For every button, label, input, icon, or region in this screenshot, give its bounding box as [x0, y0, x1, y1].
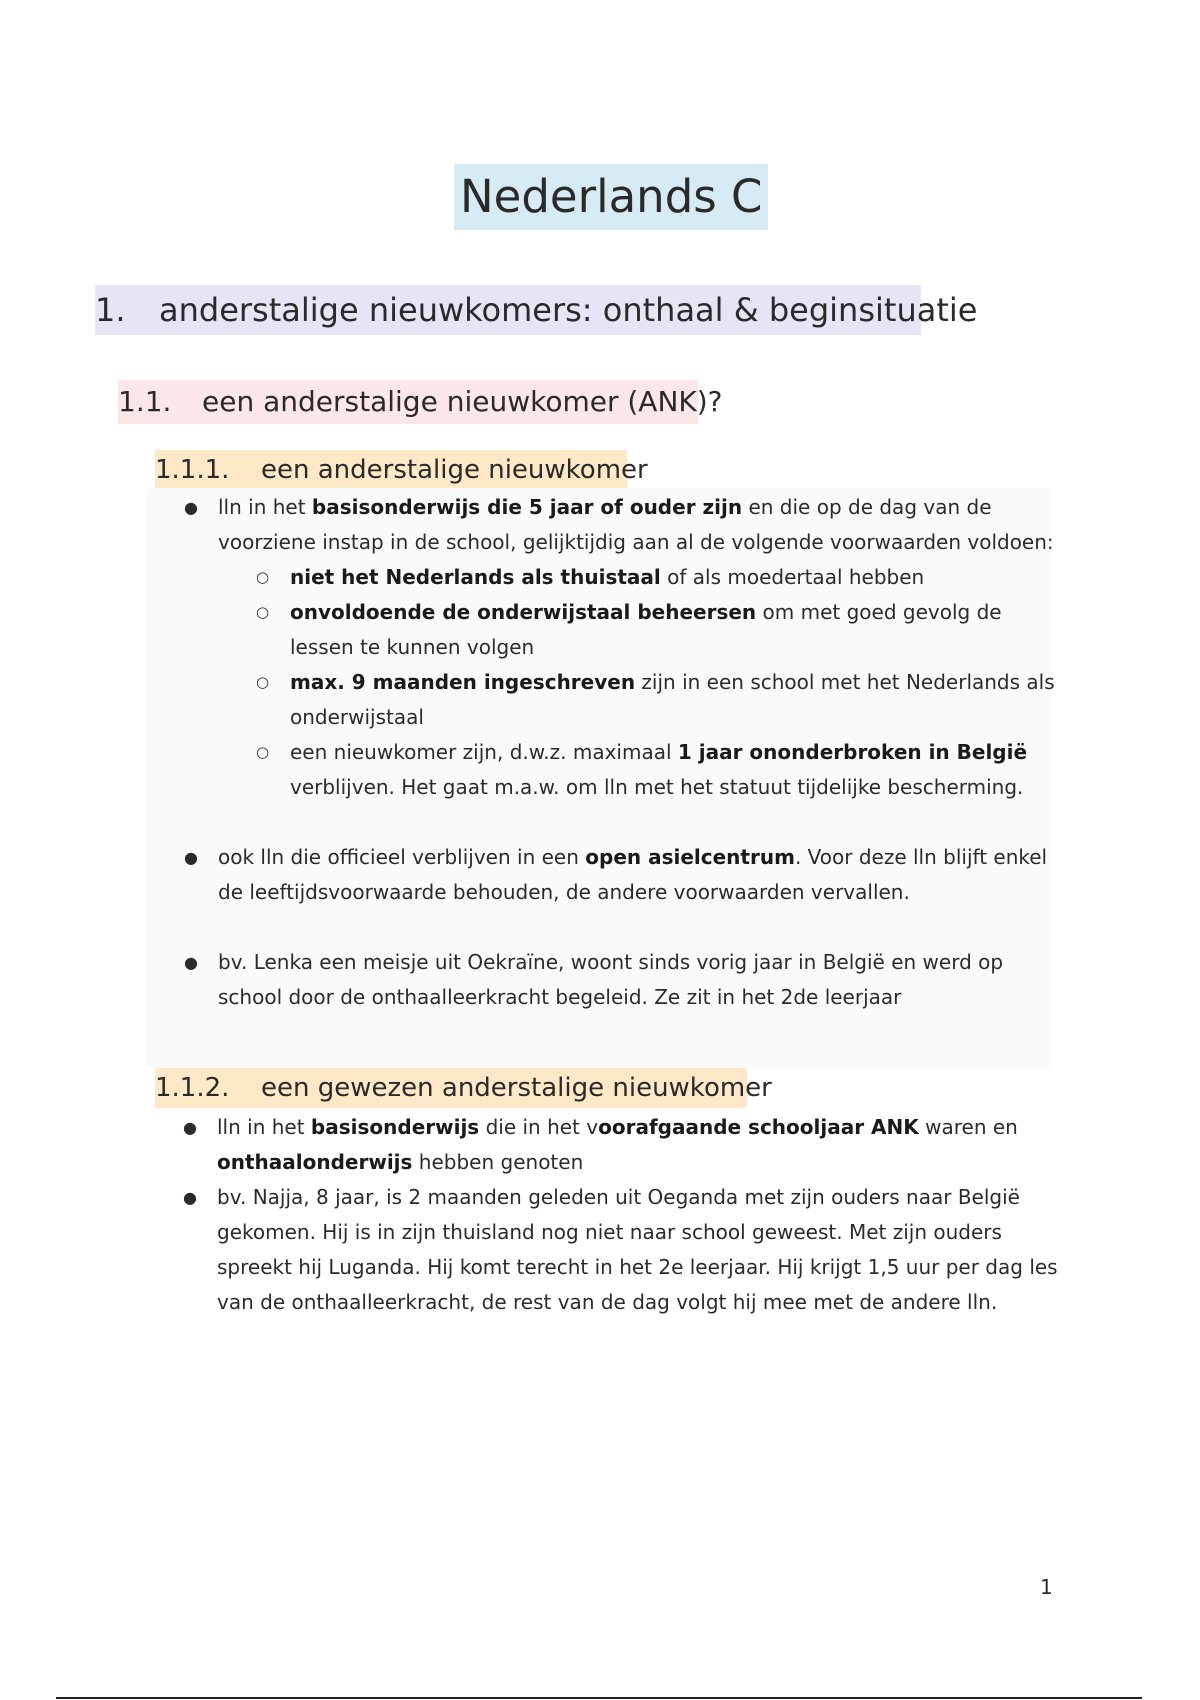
heading-1-1-1-text: een anderstalige nieuwkomer [261, 455, 648, 485]
bold-text: max. 9 maanden ingeschreven [290, 670, 636, 694]
text-run: die in het v [479, 1115, 599, 1139]
sub-list-item [256, 735, 1058, 805]
sub-bullet-icon: ○ [256, 568, 270, 586]
bold-text: onthaalonderwijs [217, 1150, 413, 1174]
section-1-1-1-list-2 [184, 840, 1058, 910]
list-item [183, 1110, 1062, 1180]
heading-1-1-2-number: 1.1.2. [155, 1073, 230, 1103]
heading-1-1-1 [155, 450, 648, 490]
text-run: bv. Lenka een meisje uit Oekraïne, woont sinds vorig jaar in België en werd op school door de onthaalleerkracht begeleid. Ze zit in het 2de leerjaar [218, 950, 1004, 1009]
section-1-1-1-list-3 [184, 945, 1058, 1015]
sub-list [218, 560, 1058, 805]
section-1-1-1-list [184, 490, 1058, 805]
bold-text: basisonderwijs die 5 jaar of ouder zijn [311, 495, 743, 519]
sub-bullet-icon: ○ [256, 603, 270, 621]
text-run: om met goed gevolg de lessen te kunnen volgen [290, 600, 1002, 659]
bullet-icon: ● [184, 953, 198, 972]
text-run: zijn in een school met het Nederlands als onderwijstaal [290, 670, 1055, 729]
bullet-icon: ● [183, 1188, 197, 1207]
text-run: een nieuwkomer zijn, d.w.z. maximaal [290, 740, 678, 764]
text-run: lln in het [217, 1115, 311, 1139]
heading-1-number: 1. [95, 291, 126, 329]
list-item [184, 945, 1058, 1015]
heading-1-1-2 [155, 1068, 772, 1108]
bullet-icon: ● [184, 498, 198, 517]
bold-text: 1 jaar ononderbroken in België [677, 740, 1028, 764]
bold-text: basisonderwijs [310, 1115, 480, 1139]
bullet-icon: ● [184, 848, 198, 867]
heading-1-1-number: 1.1. [118, 385, 172, 418]
list-item [184, 840, 1058, 910]
bold-text: onvoldoende de onderwijstaal beheersen [290, 600, 757, 624]
text-run: bv. Najja, 8 jaar, is 2 maanden geleden uit Oeganda met zijn ouders naar België gekomen. Hij is in zijn thuisland nog niet naar school geweest. Met zijn ouders spreekt hij Luganda. Hij komt terecht in het 2e leerjaar. Hij krijgt 1,5 uur per dag les van de onthaalleerkracht, de rest van de dag volgt hij mee met de andere lln. [217, 1185, 1058, 1314]
sub-list-item [256, 665, 1058, 735]
heading-1-1-2-text: een gewezen anderstalige nieuwkomer [261, 1073, 772, 1103]
list-item [183, 1180, 1062, 1320]
text-run: of als moedertaal hebben [660, 565, 925, 589]
bold-text: open asielcentrum [585, 845, 795, 869]
heading-1-text: anderstalige nieuwkomers: onthaal & beginsituatie [159, 291, 978, 329]
sub-bullet-icon: ○ [256, 743, 270, 761]
bullet-icon: ● [183, 1118, 197, 1137]
bold-text: niet het Nederlands als thuistaal [290, 565, 661, 589]
page-bottom-rule [56, 1697, 1142, 1699]
document-title: Nederlands C [454, 164, 768, 230]
heading-1-1-1-number: 1.1.1. [155, 455, 230, 485]
text-run: en die op de dag van de voorziene instap in de school, gelijktijdig aan al de volgende voorwaarden voldoen: [218, 495, 1054, 554]
sub-bullet-icon: ○ [256, 673, 270, 691]
text-run: verblijven. Het gaat m.a.w. om lln met het statuut tijdelijke bescherming. [290, 775, 1024, 799]
section-1-1-2-list [183, 1110, 1062, 1320]
sub-list-item [256, 595, 1058, 665]
page-number: 1 [1040, 1575, 1053, 1599]
text-run: waren en [918, 1115, 1018, 1139]
text-run: ook lln die officieel verblijven in een [218, 845, 586, 869]
text-run: lln in het [218, 495, 312, 519]
text-run: . Voor deze lln blijft enkel de leeftijdsvoorwaarde behouden, de andere voorwaarden vervallen. [218, 845, 1048, 904]
sub-list-item [256, 560, 1058, 595]
bold-text: oorafgaande schooljaar ANK [598, 1115, 919, 1139]
heading-1 [95, 285, 978, 335]
text-run: hebben genoten [412, 1150, 584, 1174]
heading-1-1-text: een anderstalige nieuwkomer (ANK)? [202, 385, 723, 418]
list-item [184, 490, 1058, 805]
heading-1-1 [118, 380, 723, 424]
